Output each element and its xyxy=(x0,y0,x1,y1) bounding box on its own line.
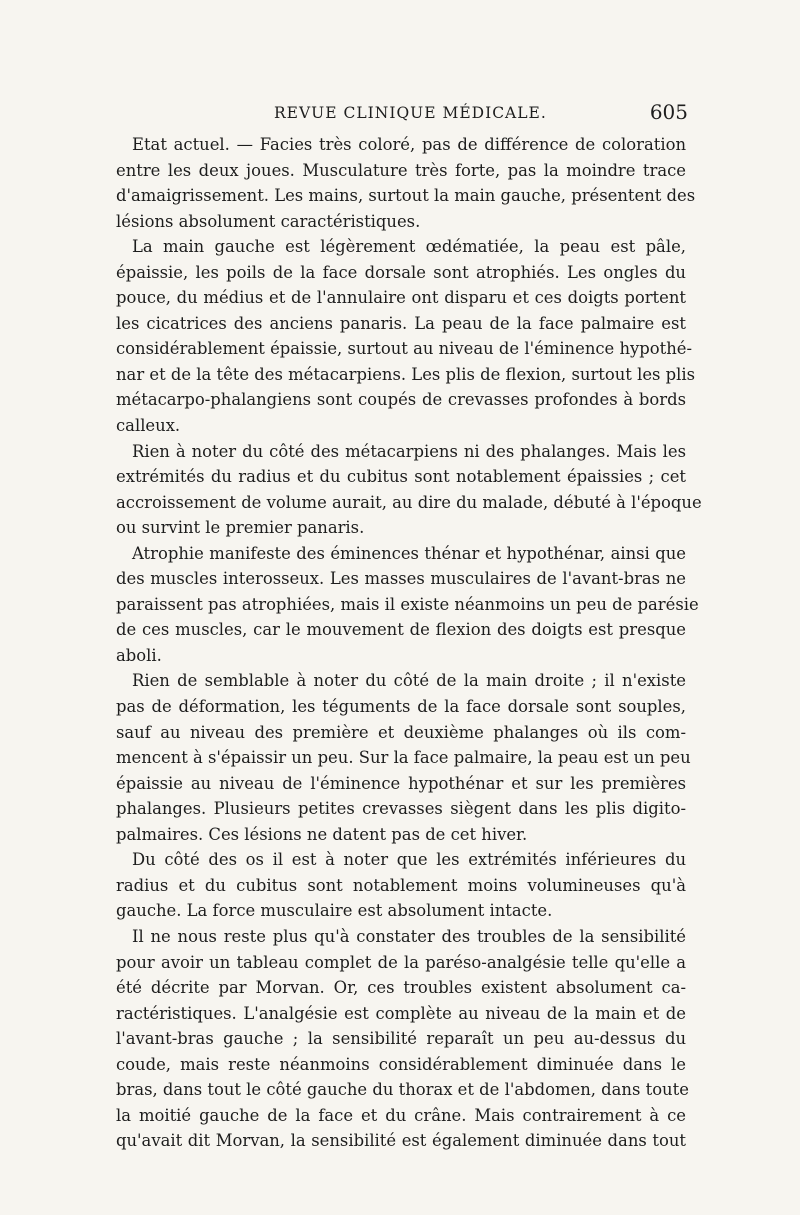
text-line: Rien à noter du côté des métacarpiens ni des phalanges. Mais les xyxy=(132,441,686,461)
text-line: considérablement épaissie, surtout au niveau de l'éminence hypothé- xyxy=(116,339,693,359)
text-line: ou survint le premier panaris. xyxy=(116,518,365,538)
text-line: Etat actuel. — Facies très coloré, pas de différence de coloration xyxy=(132,135,686,154)
text-line: accroissement de volume aurait, au dire du malade, débuté à l'époque xyxy=(116,492,702,512)
text-line: pas de déformation, les téguments de la face dorsale sont souples, xyxy=(116,697,686,717)
text-line: pour avoir un tableau complet de la paréso-analgésie telle qu'elle a xyxy=(116,952,686,972)
text-line: les cicatrices des anciens panaris. La peau de la face palmaire est xyxy=(116,313,686,333)
text-line: paraissent pas atrophiées, mais il existe néanmoins un peu de parésie xyxy=(116,594,699,614)
text-line: la moitié gauche de la face et du crâne. Mais contrairement à ce xyxy=(116,1105,686,1125)
text-line: phalanges. Plusieurs petites crevasses siègent dans les plis digito- xyxy=(116,799,686,819)
text-line: palmaires. Ces lésions ne datent pas de cet hiver. xyxy=(116,824,528,844)
running-title: REVUE CLINIQUE MÉDICALE. xyxy=(274,104,547,122)
text-line: épaissie, les poils de la face dorsale sont atrophiés. Les ongles du xyxy=(116,262,686,282)
text-line: aboli. xyxy=(116,645,162,665)
page-header xyxy=(116,100,686,128)
text-line: métacarpo-phalangiens sont coupés de crevasses profondes à bords xyxy=(116,390,686,410)
text-line: pouce, du médius et de l'annulaire ont disparu et ces doigts portent xyxy=(116,288,686,308)
text-line: radius et du cubitus sont notablement moins volumineuses qu'à xyxy=(116,875,686,895)
text-line: bras, dans tout le côté gauche du thorax et de l'abdomen, dans toute xyxy=(116,1080,689,1100)
text-line: l'avant-bras gauche ; la sensibilité reparaît un peu au-dessus du xyxy=(116,1029,686,1049)
text-line: calleux. xyxy=(116,416,181,436)
text-line: qu'avait dit Morvan, la sensibilité est également diminuée dans tout xyxy=(116,1131,686,1151)
text-line: sauf au niveau des première et deuxième phalanges où ils com- xyxy=(116,722,686,742)
text-line: La main gauche est légèrement œdématiée, la peau est pâle, xyxy=(132,237,686,257)
text-line: gauche. La force musculaire est absolument intacte. xyxy=(116,901,553,921)
text-line: extrémités du radius et du cubitus sont notablement épaissies ; cet xyxy=(116,467,686,487)
body-text xyxy=(116,132,702,1154)
text-line: d'amaigrissement. Les mains, surtout la main gauche, présentent des xyxy=(116,186,696,206)
text-line: Atrophie manifeste des éminences thénar et hypothénar, ainsi que xyxy=(132,543,686,563)
text-line: de ces muscles, car le mouvement de flexion des doigts est presque xyxy=(116,620,686,640)
text-line: des muscles interosseux. Les masses musculaires de l'avant-bras ne xyxy=(116,569,686,589)
text-line: coude, mais reste néanmoins considérablement diminuée dans le xyxy=(116,1054,686,1074)
text-line: Rien de semblable à noter du côté de la main droite ; il n'existe xyxy=(132,671,686,691)
text-line: entre les deux joues. Musculature très forte, pas la moindre trace xyxy=(116,160,686,180)
text-line: épaissie au niveau de l'éminence hypothénar et sur les premières xyxy=(116,773,686,793)
text-line: ractéristiques. L'analgésie est complète au niveau de la main et de xyxy=(116,1003,686,1023)
text-line: nar et de la tête des métacarpiens. Les plis de flexion, surtout les plis xyxy=(116,364,696,384)
text-line: Il ne nous reste plus qu'à constater des troubles de la sensibilité xyxy=(132,926,686,946)
page-number: 605 xyxy=(649,100,688,124)
text-line: mencent à s'épaissir un peu. Sur la face palmaire, la peau est un peu xyxy=(116,748,691,768)
text-line: été décrite par Morvan. Or, ces troubles existent absolument ca- xyxy=(116,978,686,998)
text-line: lésions absolument caractéristiques. xyxy=(116,211,421,231)
text-line: Du côté des os il est à noter que les extrémités inférieures du xyxy=(132,850,686,870)
